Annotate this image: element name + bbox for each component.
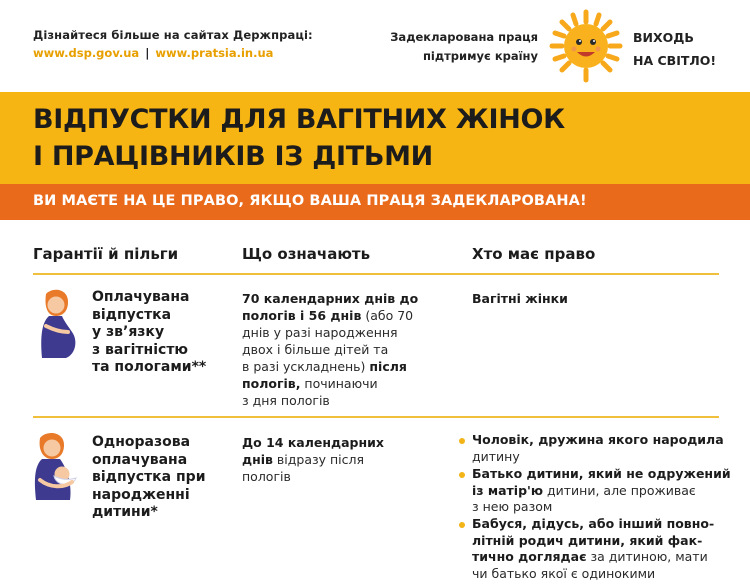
benefit-line: дитини* xyxy=(92,504,158,520)
eligible-bold: Чоловік, дружина якого народила xyxy=(472,432,724,447)
benefit-line: Оплачувана xyxy=(92,289,190,305)
meaning-text: з дня пологів xyxy=(242,393,330,408)
declared-line-1: Задекларована праця xyxy=(390,30,538,44)
link-separator: | xyxy=(145,46,150,60)
title-band xyxy=(0,92,750,184)
row-divider xyxy=(33,416,719,418)
bullet-icon xyxy=(459,472,465,478)
eligible-item-relative xyxy=(472,516,734,582)
header-divider xyxy=(33,273,719,275)
benefit-birth-leave xyxy=(92,434,206,522)
bullet-icon xyxy=(459,438,465,444)
eligible-text: дитину xyxy=(472,448,520,464)
meaning-text: в разі ускладнень) xyxy=(242,359,370,374)
benefit-line: відпустка при xyxy=(92,469,206,485)
eligible-bold: Батько дитини, який не одружений xyxy=(472,466,731,481)
website-links xyxy=(33,46,273,60)
meaning-bold: пологів і 56 днів xyxy=(242,308,362,323)
declared-work-slogan xyxy=(352,28,538,66)
column-header-eligible: Хто має право xyxy=(472,245,596,263)
eligible-text: з нею разом xyxy=(472,499,553,514)
benefit-line: відпустка xyxy=(92,306,172,323)
meaning-bold: До 14 календарних xyxy=(242,435,384,450)
meaning-birth-leave xyxy=(242,434,447,485)
eligible-bold: із матір'ю xyxy=(472,482,544,498)
meaning-text: починаючи xyxy=(300,376,378,391)
column-header-benefits: Гарантії й пільги xyxy=(33,245,179,263)
eligible-item-husband xyxy=(472,432,734,465)
benefit-maternity-leave xyxy=(92,289,206,377)
campaign-line-2: НА СВІТЛО! xyxy=(633,53,717,68)
pregnant-woman-icon xyxy=(32,288,80,360)
eligible-bold: Бабуся, дідусь, або інший повно- xyxy=(472,516,715,531)
bullet-icon xyxy=(459,522,465,528)
eligible-item-father xyxy=(472,466,734,516)
meaning-text: (або 70 xyxy=(361,308,414,323)
eligible-text: дитини, але проживає xyxy=(543,482,696,498)
meaning-text: відразу після xyxy=(272,452,365,467)
page-subtitle: ВИ МАЄТЕ НА ЦЕ ПРАВО, ЯКЩО ВАША ПРАЦЯ ЗАДЕКЛАРОВАНА! xyxy=(33,193,587,209)
page-title-line-1: ВІДПУСТКИ ДЛЯ ВАГІТНИХ ЖІНОК xyxy=(33,104,565,135)
benefit-line: Одноразова xyxy=(92,434,191,450)
eligible-bold: тично доглядає xyxy=(472,549,587,564)
benefit-line: та пологами** xyxy=(92,359,207,375)
meaning-bold: пологів, xyxy=(242,376,301,391)
benefit-line: народженні xyxy=(92,486,190,503)
meaning-text: двох і більше дітей та xyxy=(242,342,389,357)
parent-with-baby-icon xyxy=(28,430,82,500)
meaning-bold: після xyxy=(369,359,407,374)
meaning-bold: 70 календарних днів до xyxy=(242,291,419,306)
column-header-meaning: Що означають xyxy=(242,245,371,263)
sun-mascot-icon xyxy=(548,8,624,84)
campaign-slogan xyxy=(633,26,716,72)
meaning-maternity-leave xyxy=(242,290,447,409)
benefit-line: оплачувана xyxy=(92,451,188,468)
meaning-text: днів у разі народження xyxy=(242,325,398,340)
meaning-text: пологів xyxy=(242,469,291,484)
learn-more-text: Дізнайтеся більше на сайтах Держпраці: xyxy=(33,28,313,42)
link-pratsia[interactable]: www.pratsia.in.ua xyxy=(155,46,274,60)
page-title-line-2: І ПРАЦІВНИКІВ ІЗ ДІТЬМИ xyxy=(33,141,433,172)
campaign-line-1: ВИХОДЬ xyxy=(633,30,694,45)
benefit-line: з вагітністю xyxy=(92,341,189,358)
benefit-line: у зв’язку xyxy=(92,324,165,340)
declared-line-2: підтримує країну xyxy=(422,49,538,63)
meaning-bold: днів xyxy=(242,452,273,467)
eligible-bold: літній родич дитини, який фак- xyxy=(472,532,703,548)
page-header xyxy=(0,0,750,92)
eligible-pregnant-women: Вагітні жінки xyxy=(472,291,568,306)
eligible-text: за дитиною, мати xyxy=(586,549,708,564)
eligible-text: чи батько якої є одинокими xyxy=(472,565,656,581)
link-dsp[interactable]: www.dsp.gov.ua xyxy=(33,46,140,60)
